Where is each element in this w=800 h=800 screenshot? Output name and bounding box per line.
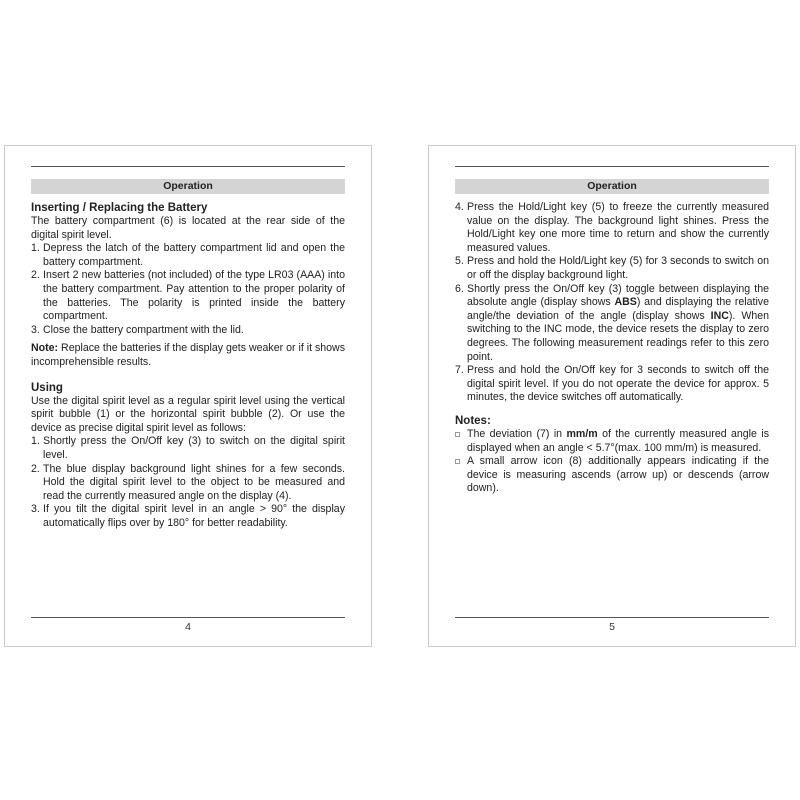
step-number: 5.	[455, 255, 464, 268]
step-text: If you tilt the digital spirit level in an angle > 90° the display automatically flips over by 180° for better readability.	[43, 503, 345, 529]
step-text: Press the Hold/Light key (5) to freeze the currently measured value on the display. The background light shines. Press the Hold/Light key one more time to return and show the currently measured values.	[467, 201, 769, 254]
battery-intro: The battery compartment (6) is located at the rear side of the digital spirit level.	[31, 215, 345, 241]
using-intro: Use the digital spirit level as a regular spirit level using the vertical spirit bubble (1) or the horizontal spirit bubble (2). Or use the device as precise digital spirit level as follows:	[31, 394, 345, 434]
square-bullet-icon	[455, 459, 460, 464]
battery-note	[31, 342, 345, 369]
step-number: 3.	[31, 323, 40, 336]
step-text: Depress the latch of the battery compartment lid and open the battery compartment.	[43, 242, 345, 268]
step-text: The blue display background light shines for a few seconds. Hold the digital spirit level to the object to be measured and read the currently measured angle on the display (4).	[43, 462, 345, 502]
step-text-pre: Shortly press the On/Off key (3) toggle between displaying the absolute angle (display shows	[467, 282, 769, 309]
top-rule	[31, 166, 345, 167]
unit-label: mm/m	[566, 427, 598, 440]
note-text: A small arrow icon (8) additionally appears indicating if the device is measuring ascends (arrow up) or descends (arrow down).	[467, 455, 769, 495]
step-text: Shortly press the On/Off key (3) to switch on the digital spirit level.	[43, 435, 345, 461]
note-text-post: of the currently measured angle is displayed when an angle < 5.7°(max. 100 mm/m) is measured.	[467, 427, 769, 454]
using-heading: Using	[31, 381, 63, 394]
step-number: 7.	[455, 364, 464, 377]
list-item	[31, 463, 345, 504]
step-text-mid: ) and displaying the relative angle/the deviation of the angle (display shows	[467, 296, 769, 322]
notes-heading: Notes:	[455, 414, 491, 427]
step-number: 1.	[31, 242, 40, 255]
battery-heading: Inserting / Replacing the Battery	[31, 202, 208, 214]
list-item	[31, 269, 345, 323]
page-number: 5	[609, 621, 615, 633]
inc-label: INC	[710, 309, 729, 322]
step-number: 4.	[455, 201, 464, 213]
list-item	[31, 503, 345, 530]
page-number: 4	[185, 621, 191, 633]
list-item	[455, 455, 769, 496]
list-item	[455, 364, 769, 405]
using-steps	[31, 435, 345, 530]
step-number: 2.	[31, 462, 40, 475]
list-item	[455, 428, 769, 455]
note-label: Note:	[31, 342, 59, 355]
bottom-rule	[31, 617, 345, 618]
note-text-pre: The deviation (7) in	[467, 427, 567, 440]
list-item	[455, 283, 769, 365]
list-item	[31, 324, 345, 338]
top-rule	[455, 166, 769, 167]
page-body	[455, 201, 769, 496]
list-item	[455, 201, 769, 255]
square-bullet-icon	[455, 432, 460, 437]
manual-page-right	[428, 145, 796, 647]
list-item	[31, 242, 345, 269]
operation-steps	[455, 201, 769, 405]
notes-list	[455, 428, 769, 496]
step-text-post: ). When switching to the INC mode, the device resets the display to zero degrees. The following measurement readings refer to this zero point.	[467, 309, 769, 363]
abs-label: ABS	[614, 296, 637, 309]
battery-steps	[31, 242, 345, 337]
step-text: Press and hold the Hold/Light key (5) for 3 seconds to switch on or off the display background light.	[467, 255, 769, 281]
step-number: 6.	[455, 282, 464, 295]
list-item	[31, 435, 345, 462]
step-text: Close the battery compartment with the lid.	[43, 323, 244, 336]
step-number: 1.	[31, 435, 40, 448]
step-number: 2.	[31, 269, 40, 282]
page-body	[31, 201, 345, 530]
section-header: Operation	[31, 179, 345, 194]
step-text: Insert 2 new batteries (not included) of the type LR03 (AAA) into the battery compartment. Pay attention to the proper polarity of the batteries. The polarity is printed inside the battery compartment.	[43, 269, 345, 323]
list-item	[455, 255, 769, 282]
step-number: 3.	[31, 503, 40, 516]
note-text: Replace the batteries if the display gets weaker or if it shows incomprehensible results.	[31, 342, 345, 368]
section-header: Operation	[455, 179, 769, 194]
manual-page-left	[4, 145, 372, 647]
step-text: Press and hold the On/Off key for 3 seconds to switch off the digital spirit level. If you do not operate the device for approx. 5 minutes, the device switches off automatically.	[467, 364, 769, 404]
bottom-rule	[455, 617, 769, 618]
